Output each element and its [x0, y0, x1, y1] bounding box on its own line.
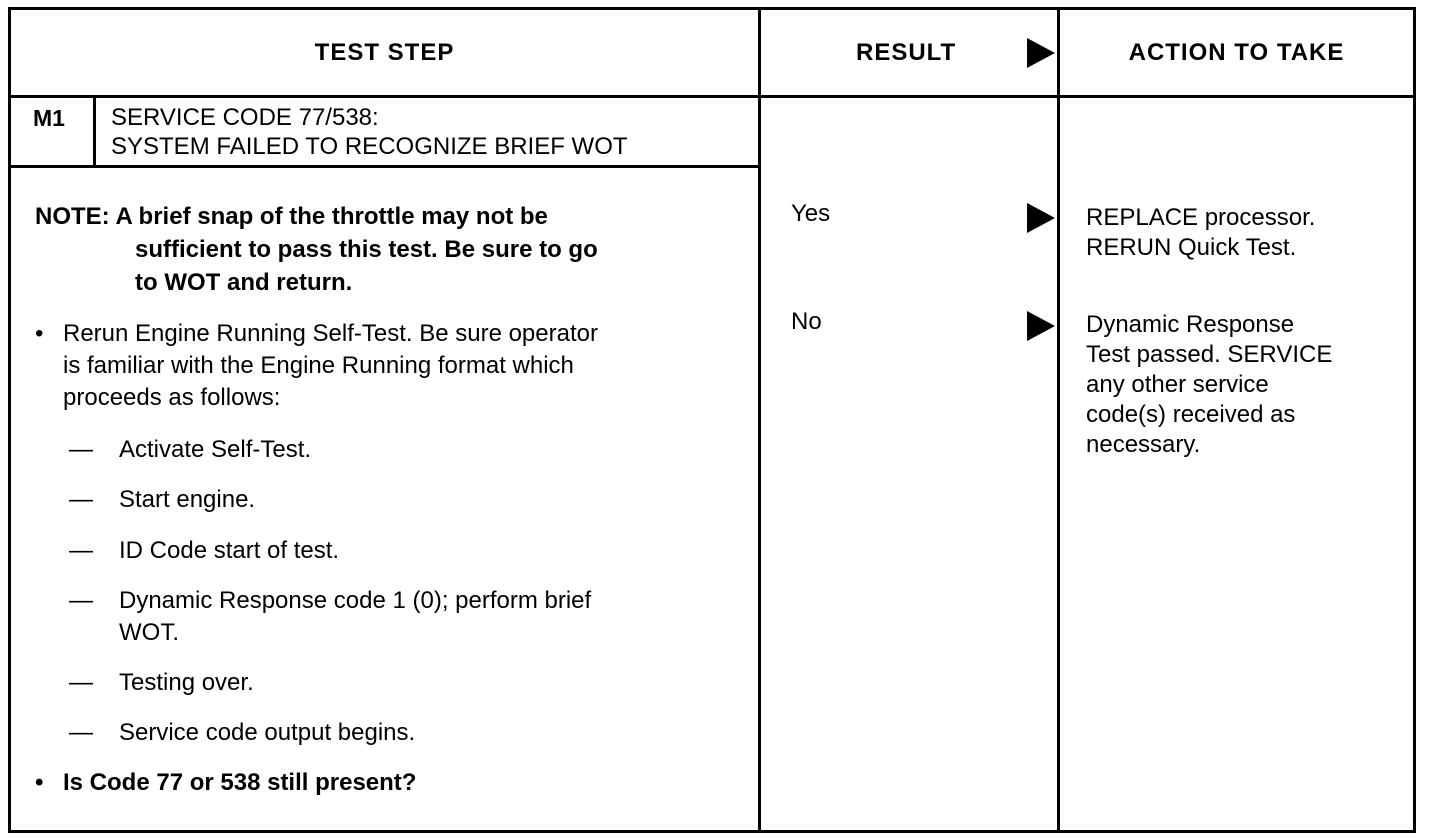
bullet-rerun-line1: Rerun Engine Running Self-Test. Be sure operator	[63, 320, 598, 347]
dash-item-line1: Dynamic Response code 1 (0); perform brief	[119, 587, 592, 614]
dash-item	[69, 717, 729, 749]
result-no: No	[791, 308, 822, 335]
dash-item	[69, 535, 729, 567]
bullet-rerun	[35, 318, 735, 414]
dash-item-line1: Testing over.	[119, 669, 254, 696]
note-line1: NOTE: A brief snap of the throttle may not be	[35, 203, 548, 230]
dash-item-line2: WOT.	[119, 619, 179, 646]
bullet-rerun-line3: proceeds as follows:	[63, 384, 281, 411]
result-yes-arrow-icon	[1027, 203, 1055, 233]
dash-mark: —	[69, 719, 93, 746]
test-step-table	[8, 7, 1416, 833]
bullet-question-line1: Is Code 77 or 538 still present?	[63, 769, 417, 796]
header-result: RESULT	[856, 38, 957, 66]
dash-mark: —	[69, 669, 93, 696]
dash-mark: —	[69, 587, 93, 614]
bullet-question	[35, 767, 735, 799]
step-box-divider	[11, 165, 758, 168]
action-yes-line1: REPLACE processor.	[1086, 204, 1316, 231]
step-id-divider	[93, 95, 96, 168]
step-id: M1	[33, 105, 65, 131]
action-no-line5: necessary.	[1086, 431, 1201, 458]
dash-mark: —	[69, 537, 93, 564]
header-arrow-icon	[1027, 38, 1055, 68]
step-title-line1: SERVICE CODE 77/538:	[111, 104, 379, 131]
dash-mark: —	[69, 486, 93, 513]
action-no-line3: any other service	[1086, 371, 1269, 398]
dash-item-line1: Service code output begins.	[119, 719, 416, 746]
bullet-rerun-line2: is familiar with the Engine Running format which	[63, 352, 574, 379]
action-no-line4: code(s) received as	[1086, 401, 1296, 428]
bullet-mark: •	[35, 769, 44, 796]
dash-item-line1: ID Code start of test.	[119, 537, 340, 564]
note-line2: sufficient to pass this test. Be sure to go	[135, 236, 598, 263]
step-code-box	[11, 95, 758, 168]
action-yes	[1086, 203, 1406, 263]
action-no	[1086, 310, 1406, 460]
note-block	[35, 200, 735, 299]
note-line3: to WOT and return.	[135, 269, 353, 296]
column-divider-action	[1057, 10, 1060, 830]
column-divider-result	[758, 10, 761, 830]
dash-item	[69, 434, 729, 466]
bullet-mark: •	[35, 320, 44, 347]
step-title-line2: SYSTEM FAILED TO RECOGNIZE BRIEF WOT	[111, 133, 628, 160]
action-no-line1: Dynamic Response	[1086, 311, 1295, 338]
dash-item	[69, 484, 729, 516]
dash-item-line1: Start engine.	[119, 486, 256, 513]
dash-item	[69, 667, 729, 699]
dash-item-line1: Activate Self-Test.	[119, 436, 312, 463]
result-yes: Yes	[791, 200, 831, 227]
header-test-step: TEST STEP	[314, 38, 455, 66]
action-yes-line2: RERUN Quick Test.	[1086, 234, 1297, 261]
header-action: ACTION TO TAKE	[1128, 38, 1345, 66]
dash-item	[69, 585, 729, 649]
dash-mark: —	[69, 436, 93, 463]
result-no-arrow-icon	[1027, 311, 1055, 341]
step-title	[111, 103, 628, 161]
action-no-line2: Test passed. SERVICE	[1086, 341, 1333, 368]
